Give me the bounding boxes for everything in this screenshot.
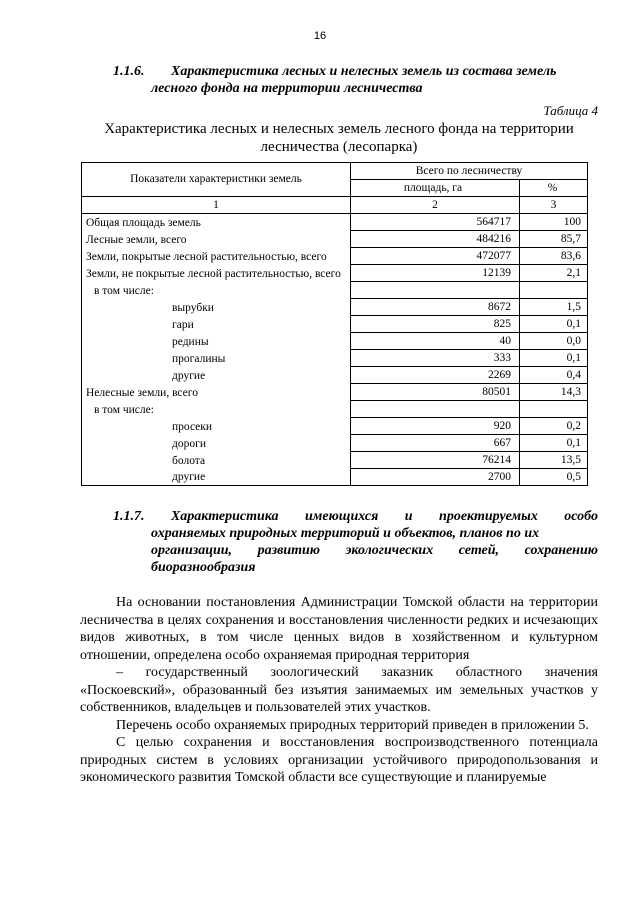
table-title-line2: лесничества (лесопарка) xyxy=(260,139,418,155)
row-percent xyxy=(520,282,588,299)
paragraph-4: С целью сохранения и восстановления воспроизводственного потенциала природных систем в условиях организации устойчивого природопользования и экономического развития Томской области все существующие и планируемые xyxy=(80,735,598,785)
row-percent: 0,1 xyxy=(520,316,588,333)
row-area: 564717 xyxy=(351,214,520,231)
section-title-line2: лесного фонда на территории лесничества xyxy=(151,81,423,96)
heading-line4: биоразнообразия xyxy=(151,560,256,575)
table-title-line1: Характеристика лесных и нелесных земель лесного фонда на территории xyxy=(104,121,574,137)
row-area: 8672 xyxy=(351,299,520,316)
header-area: площадь, га xyxy=(351,180,520,197)
row-area: 2700 xyxy=(351,469,520,486)
column-number-1: 1 xyxy=(82,197,351,214)
heading-word: проектируемых xyxy=(439,509,538,524)
row-percent: 0,1 xyxy=(520,350,588,367)
row-area xyxy=(351,282,520,299)
row-label: Лесные земли, всего xyxy=(82,231,351,248)
row-area: 80501 xyxy=(351,384,520,401)
heading-line3 xyxy=(113,542,598,559)
body-text xyxy=(80,594,598,787)
table-row xyxy=(82,214,588,231)
section-number: 1.1.7. xyxy=(113,509,145,524)
land-characteristics-table xyxy=(81,162,588,486)
row-percent: 85,7 xyxy=(520,231,588,248)
row-area: 76214 xyxy=(351,452,520,469)
header-percent: % xyxy=(520,180,588,197)
heading-word: Характеристика xyxy=(170,509,279,524)
table-caption: Таблица 4 xyxy=(543,103,598,118)
table-row xyxy=(82,401,588,418)
row-percent: 14,3 xyxy=(520,384,588,401)
row-percent xyxy=(520,401,588,418)
paragraph-3: Перечень особо охраняемых природных территорий приведен в приложении 5. xyxy=(116,717,589,733)
heading-word: имеющихся xyxy=(305,509,379,524)
heading-word: развитию xyxy=(257,543,321,558)
column-number-2: 2 xyxy=(351,197,520,214)
row-area: 40 xyxy=(351,333,520,350)
row-area: 667 xyxy=(351,435,520,452)
section-heading-1-1-6 xyxy=(113,63,598,97)
row-label: Земли, не покрытые лесной растительностью, всего xyxy=(82,265,351,282)
row-label: Общая площадь земель xyxy=(82,214,351,231)
row-label: Нелесные земли, всего xyxy=(82,384,351,401)
row-percent: 100 xyxy=(520,214,588,231)
heading-word: сохранению xyxy=(524,543,598,558)
row-area: 484216 xyxy=(351,231,520,248)
paragraph-1: На основании постановления Администрации Томской области на территории лесничества в целях сохранения и восстановления численности редких и исчезающих видов животных, в том числе ценных видов в хозяйственном и культурном отношении, определена особо охраняемая природная территория xyxy=(80,595,598,663)
row-percent: 2,1 xyxy=(520,265,588,282)
table-row xyxy=(82,418,588,435)
heading-word: сетей, xyxy=(458,543,500,558)
heading-line2: охраняемых природных территорий и объектов, планов по их xyxy=(151,526,540,541)
heading-word: и xyxy=(404,509,413,524)
table-row xyxy=(82,282,588,299)
row-area: 472077 xyxy=(351,248,520,265)
table-row xyxy=(82,248,588,265)
row-percent: 1,5 xyxy=(520,299,588,316)
table-row xyxy=(82,384,588,401)
column-number-3: 3 xyxy=(520,197,588,214)
row-label: другие xyxy=(82,367,351,384)
row-percent: 83,6 xyxy=(520,248,588,265)
row-percent: 0,5 xyxy=(520,469,588,486)
row-area: 920 xyxy=(351,418,520,435)
table-row xyxy=(82,265,588,282)
section-title-line1: Характеристика лесных и нелесных земель из состава земель xyxy=(171,64,557,79)
table-row xyxy=(82,350,588,367)
table-row xyxy=(82,367,588,384)
row-area: 12139 xyxy=(351,265,520,282)
header-indicator: Показатели характеристики земель xyxy=(82,163,351,197)
row-percent: 13,5 xyxy=(520,452,588,469)
row-percent: 0,2 xyxy=(520,418,588,435)
page-number: 16 xyxy=(313,30,327,42)
row-label: гари xyxy=(82,316,351,333)
row-label: в том числе: xyxy=(82,282,351,299)
row-area: 2269 xyxy=(351,367,520,384)
heading-word: особо xyxy=(564,509,598,524)
table-row xyxy=(82,435,588,452)
row-percent: 0,1 xyxy=(520,435,588,452)
row-label: Земли, покрытые лесной растительностью, всего xyxy=(82,248,351,265)
row-label: прогалины xyxy=(82,350,351,367)
row-percent: 0,0 xyxy=(520,333,588,350)
table-row xyxy=(82,316,588,333)
table-title xyxy=(80,120,598,156)
heading-line1 xyxy=(113,508,598,525)
heading-word: экологических xyxy=(345,543,434,558)
table-row xyxy=(82,333,588,350)
row-label: другие xyxy=(82,469,351,486)
header-total: Всего по лесничеству xyxy=(351,163,588,180)
section-number: 1.1.6. xyxy=(113,64,145,79)
row-area: 825 xyxy=(351,316,520,333)
row-label: просеки xyxy=(82,418,351,435)
table-row xyxy=(82,469,588,486)
table-row xyxy=(82,452,588,469)
row-label: редины xyxy=(82,333,351,350)
row-area xyxy=(351,401,520,418)
table-row xyxy=(82,299,588,316)
paragraph-2: – государственный зоологический заказник областного значения «Поскоевский», образованный без изъятия занимаемых им земельных участков у собственников, владельцев и пользователей этих участков. xyxy=(80,665,598,715)
row-area: 333 xyxy=(351,350,520,367)
table-row xyxy=(82,231,588,248)
row-label: болота xyxy=(82,452,351,469)
heading-word: организации, xyxy=(151,543,233,558)
row-label: в том числе: xyxy=(82,401,351,418)
row-label: вырубки xyxy=(82,299,351,316)
section-heading-1-1-7 xyxy=(113,508,598,576)
row-percent: 0,4 xyxy=(520,367,588,384)
row-label: дороги xyxy=(82,435,351,452)
